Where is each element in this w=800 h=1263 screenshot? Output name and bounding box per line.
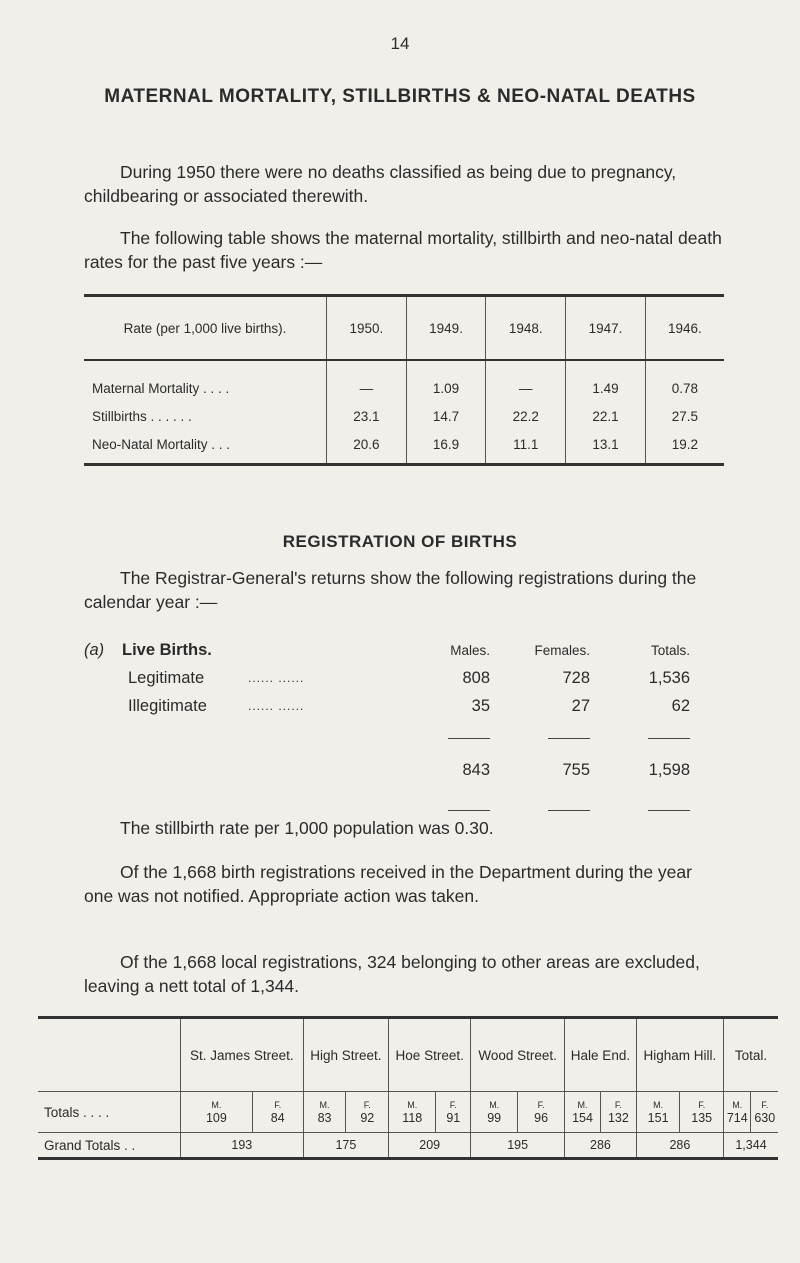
table-cell: F. 96 bbox=[518, 1092, 565, 1133]
rates-header-1946: 1946. bbox=[645, 296, 724, 361]
district-header: High Street. bbox=[303, 1018, 389, 1092]
table-cell: 14.7 bbox=[406, 402, 486, 430]
district-header: Wood Street. bbox=[471, 1018, 565, 1092]
table-row bbox=[84, 430, 724, 465]
live-births-prefix: (a) bbox=[84, 640, 105, 659]
live-births-heading bbox=[84, 636, 390, 664]
paragraph-table-intro: The following table shows the maternal mortality, stillbirth and neo-natal death rates for the past five years :— bbox=[84, 228, 722, 272]
table-cell: 195 bbox=[471, 1133, 565, 1159]
row-label: Legitimate bbox=[128, 668, 205, 687]
table-cell: 209 bbox=[389, 1133, 471, 1159]
table-row bbox=[128, 692, 690, 720]
row-label: Maternal Mortality . . . . bbox=[92, 380, 230, 396]
table-cell: 175 bbox=[303, 1133, 389, 1159]
rates-table bbox=[84, 294, 724, 466]
table-cell: 1.09 bbox=[406, 360, 486, 402]
rates-header-1950: 1950. bbox=[327, 296, 407, 361]
table-cell: 1,536 bbox=[648, 668, 690, 687]
table-cell: M. 118 bbox=[389, 1092, 436, 1133]
table-cell: 23.1 bbox=[327, 402, 407, 430]
table-cell: 27.5 bbox=[645, 402, 724, 430]
table-cell: 22.2 bbox=[486, 402, 566, 430]
live-births-header-row bbox=[128, 636, 690, 664]
table-cell: M. 154 bbox=[565, 1092, 601, 1133]
live-births-table bbox=[84, 636, 690, 820]
page-number: 14 bbox=[390, 34, 410, 53]
table-cell: 193 bbox=[181, 1133, 304, 1159]
leader-dots: ...... ...... bbox=[248, 699, 305, 713]
district-table bbox=[38, 1016, 778, 1160]
row-label: Totals . . . . bbox=[44, 1104, 110, 1120]
header-totals: Totals. bbox=[650, 642, 690, 658]
district-header: Total. bbox=[724, 1018, 778, 1092]
table-cell: 62 bbox=[671, 696, 690, 715]
paragraph-registrar-returns: The Registrar-General's returns show the following registrations during the calendar year :— bbox=[84, 568, 697, 612]
table-row bbox=[84, 402, 724, 430]
table-row bbox=[84, 360, 724, 402]
table-cell: M. 714 bbox=[724, 1092, 751, 1133]
rates-header-1948: 1948. bbox=[486, 296, 566, 361]
sum-rule bbox=[448, 738, 490, 739]
section-title-registration: REGISTRATION OF BIRTHS bbox=[282, 532, 518, 551]
district-header: St. James Street. bbox=[181, 1018, 304, 1092]
sum-rule bbox=[648, 810, 690, 811]
table-cell: M. 109 bbox=[181, 1092, 253, 1133]
district-header: Higham Hill. bbox=[636, 1018, 723, 1092]
sum-rule bbox=[548, 810, 590, 811]
table-cell: 286 bbox=[636, 1133, 723, 1159]
paragraph-stillbirth-rate: The stillbirth rate per 1,000 population was 0.30. bbox=[120, 818, 494, 838]
table-cell: 20.6 bbox=[327, 430, 407, 465]
sum-rule bbox=[648, 738, 690, 739]
district-header: Hale End. bbox=[565, 1018, 637, 1092]
row-label: Illegitimate bbox=[128, 696, 207, 715]
table-cell: M. 151 bbox=[636, 1092, 680, 1133]
table-cell: 35 bbox=[471, 696, 490, 715]
table-cell: 1,344 bbox=[724, 1133, 778, 1159]
rates-header-label: Rate (per 1,000 live births). bbox=[84, 296, 327, 361]
table-cell: F. 630 bbox=[751, 1092, 778, 1133]
total-females: 755 bbox=[562, 760, 590, 779]
grand-totals-row bbox=[38, 1133, 778, 1159]
table-cell: 11.1 bbox=[486, 430, 566, 465]
total-males: 843 bbox=[462, 760, 490, 779]
total-all: 1,598 bbox=[648, 760, 690, 779]
table-cell: 728 bbox=[562, 668, 590, 687]
table-cell: F. 132 bbox=[600, 1092, 636, 1133]
totals-row bbox=[128, 748, 690, 792]
leader-dots: ...... ...... bbox=[248, 671, 305, 685]
header-males: Males. bbox=[450, 642, 490, 658]
rates-header-row bbox=[84, 296, 724, 361]
table-cell: — bbox=[486, 360, 566, 402]
table-cell: 27 bbox=[571, 696, 590, 715]
row-label: Stillbirths . . . . . . bbox=[92, 408, 192, 424]
table-cell: F. 84 bbox=[252, 1092, 303, 1133]
row-label: Neo-Natal Mortality . . . bbox=[92, 436, 231, 452]
paragraph-registrations: Of the 1,668 birth registrations received in the Department during the year one was not notified. Appropriate action was taken. bbox=[84, 862, 692, 906]
paragraph-local-registrations: Of the 1,668 local registrations, 324 belonging to other areas are excluded, leaving a nett total of 1,344. bbox=[84, 952, 700, 996]
table-cell: 0.78 bbox=[645, 360, 724, 402]
table-cell: 22.1 bbox=[566, 402, 646, 430]
district-header: Hoe Street. bbox=[389, 1018, 471, 1092]
live-births-label: Live Births. bbox=[122, 640, 212, 659]
row-label: Grand Totals . . bbox=[38, 1133, 181, 1159]
header-females: Females. bbox=[534, 642, 590, 658]
rates-header-1949: 1949. bbox=[406, 296, 486, 361]
table-cell: 1.49 bbox=[566, 360, 646, 402]
table-cell: 808 bbox=[462, 668, 490, 687]
rates-header-1947: 1947. bbox=[566, 296, 646, 361]
paragraph-no-deaths: During 1950 there were no deaths classified as being due to pregnancy, childbearing or associated therewith. bbox=[84, 162, 677, 206]
rule-row bbox=[128, 720, 690, 748]
table-cell: 16.9 bbox=[406, 430, 486, 465]
table-cell: — bbox=[327, 360, 407, 402]
sum-rule bbox=[548, 738, 590, 739]
table-cell: M. 99 bbox=[471, 1092, 518, 1133]
table-cell: 286 bbox=[565, 1133, 637, 1159]
totals-row bbox=[38, 1092, 778, 1133]
table-cell: 19.2 bbox=[645, 430, 724, 465]
table-row bbox=[128, 664, 690, 692]
district-header-blank bbox=[38, 1018, 181, 1092]
section-title-maternal: MATERNAL MORTALITY, STILLBIRTHS & NEO-NATAL DEATHS bbox=[104, 86, 696, 107]
district-header-row bbox=[38, 1018, 778, 1092]
table-cell: F. 92 bbox=[346, 1092, 389, 1133]
table-cell: 13.1 bbox=[566, 430, 646, 465]
table-cell: F. 135 bbox=[680, 1092, 724, 1133]
table-cell: F. 91 bbox=[436, 1092, 471, 1133]
sum-rule bbox=[448, 810, 490, 811]
table-cell: M. 83 bbox=[303, 1092, 346, 1133]
